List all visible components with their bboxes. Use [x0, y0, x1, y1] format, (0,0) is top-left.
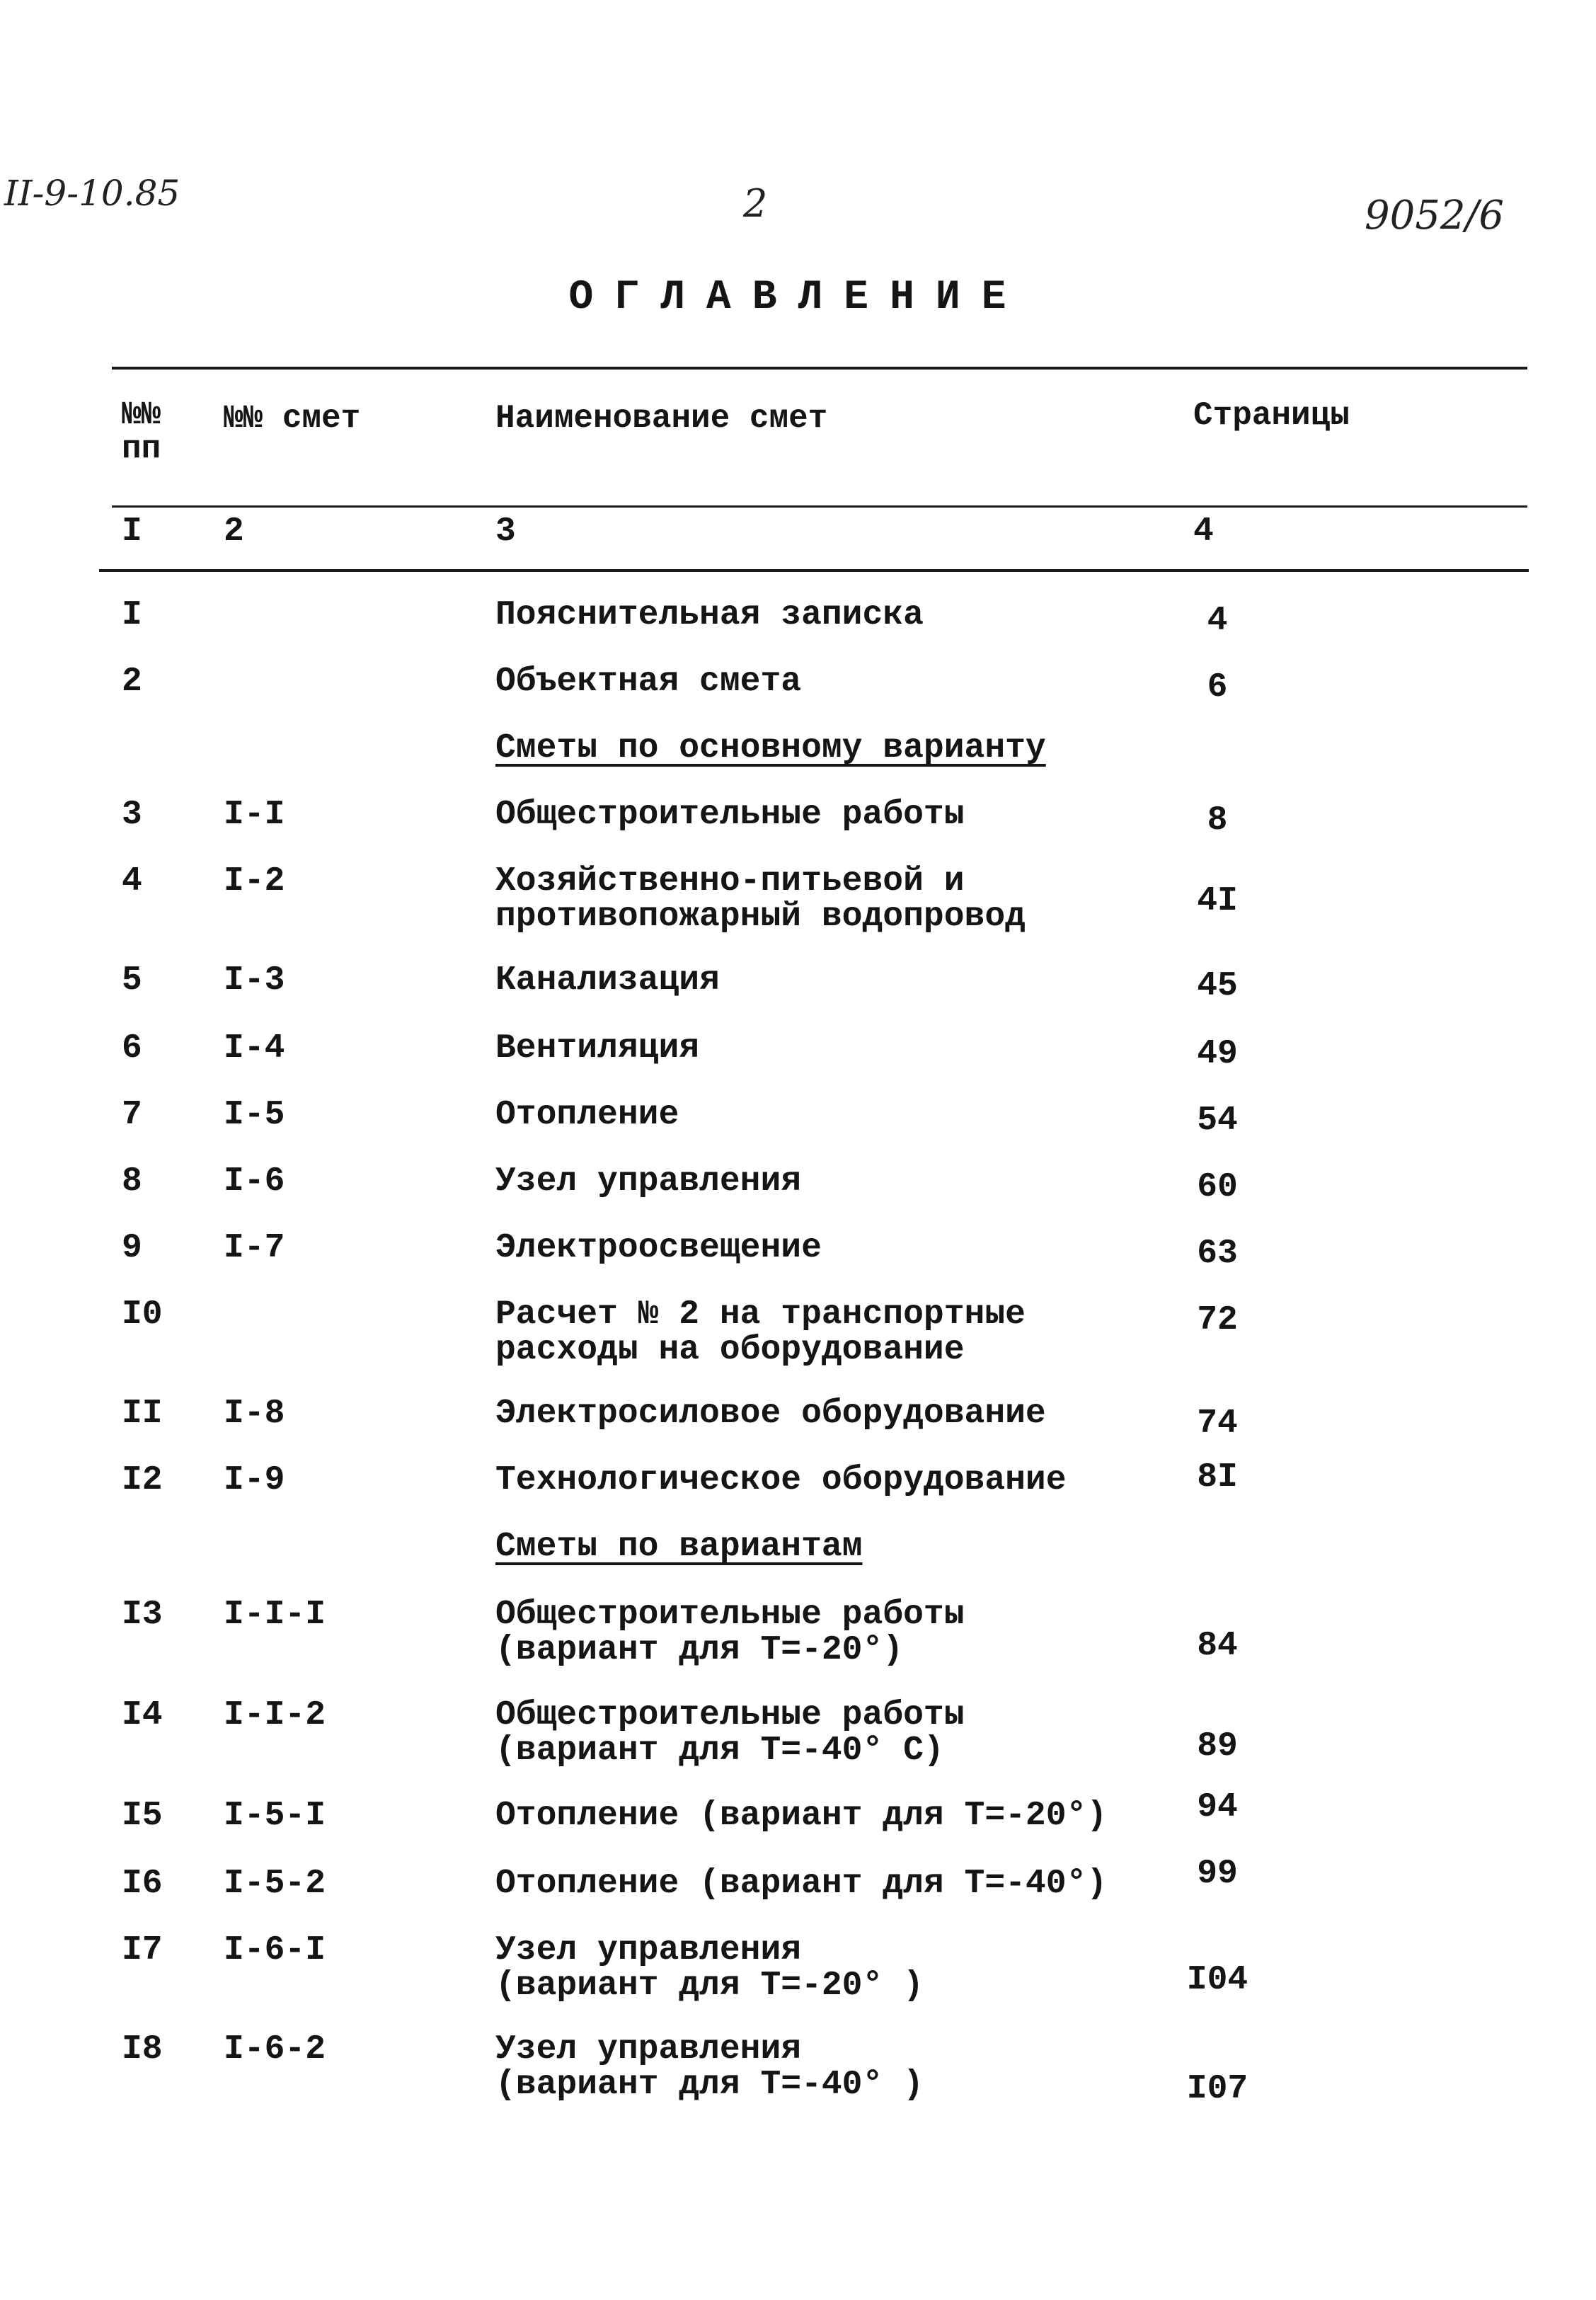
estimate-name: Расчет № 2 на транспортные расходы на оборудование	[495, 1295, 1026, 1369]
section-heading: Сметы по вариантам	[495, 1528, 863, 1566]
estimate-code: I-2	[224, 862, 285, 900]
estimate-name: Узел управления (вариант для Т=-40° )	[495, 2030, 924, 2104]
estimate-name: Общестроительные работы (вариант для Т=-20°)	[495, 1596, 965, 1669]
section-heading: Сметы по основному варианту	[495, 729, 1046, 767]
row-number: 3	[122, 796, 142, 834]
doc-code: II-9-10.85	[4, 173, 180, 214]
page-ref: 8	[1207, 801, 1228, 840]
estimate-code: I-I-2	[224, 1696, 326, 1734]
estimate-name: Хозяйственно-питьевой и противопожарный водопровод	[495, 862, 1026, 936]
page-ref: I07	[1186, 2070, 1248, 2108]
estimate-name: Узел управления	[495, 1162, 802, 1201]
page-ref: 6	[1207, 668, 1228, 706]
estimate-code: I-5-I	[224, 1797, 326, 1835]
row-number: I6	[122, 1865, 163, 1903]
row-number: I3	[122, 1596, 163, 1634]
row-number: 2	[122, 663, 142, 701]
page-ref: 99	[1197, 1855, 1238, 1893]
estimate-name: Электросиловое оборудование	[495, 1395, 1046, 1433]
page-ref: 84	[1197, 1627, 1238, 1665]
estimate-code: I-I	[224, 796, 285, 834]
row-number: 4	[122, 862, 142, 900]
estimate-code: I-9	[224, 1461, 285, 1499]
estimate-code: I-8	[224, 1395, 285, 1433]
table-top-rule	[112, 367, 1527, 370]
row-number: I0	[122, 1295, 163, 1334]
page-ref: 4I	[1197, 882, 1238, 920]
estimate-code: I-5-2	[224, 1865, 326, 1903]
estimate-name: Вентиляция	[495, 1029, 700, 1068]
page-ref: 54	[1197, 1102, 1238, 1140]
column-number: 3	[495, 513, 516, 551]
estimate-name: Отопление (вариант для Т=-20°)	[495, 1797, 1108, 1835]
page-ref: 94	[1197, 1788, 1238, 1826]
estimate-code: I-6-I	[224, 1931, 326, 1969]
page-ref: 89	[1197, 1727, 1238, 1766]
sheet-code: 9052/6	[1365, 193, 1505, 239]
row-number: 9	[122, 1229, 142, 1267]
page-ref: I04	[1186, 1961, 1248, 1999]
estimate-name: Технологическое оборудование	[495, 1461, 1067, 1499]
row-number: I4	[122, 1696, 163, 1734]
column-header-row-number: №№ пп	[122, 396, 161, 467]
page-ref: 74	[1197, 1404, 1238, 1443]
estimate-code: I-I-I	[224, 1596, 326, 1634]
column-header-estimate-number: №№ смет	[224, 400, 361, 437]
page-ref: 49	[1197, 1035, 1238, 1073]
estimate-name: Пояснительная записка	[495, 596, 924, 634]
estimate-name: Электроосвещение	[495, 1229, 822, 1267]
column-header-estimate-name: Наименование смет	[495, 400, 828, 437]
column-header-pages: Страницы	[1193, 397, 1350, 434]
estimate-name: Объектная смета	[495, 663, 802, 701]
page-ref: 8I	[1197, 1458, 1238, 1497]
page-number: 2	[743, 181, 768, 226]
estimate-code: I-6	[224, 1162, 285, 1201]
table-mid-rule	[112, 505, 1527, 508]
row-number: I5	[122, 1797, 163, 1835]
row-number: 8	[122, 1162, 142, 1201]
page-ref: 4	[1207, 602, 1228, 640]
estimate-name: Общестроительные работы (вариант для Т=-40° С)	[495, 1696, 965, 1770]
row-number: 6	[122, 1029, 142, 1068]
estimate-name: Канализация	[495, 961, 720, 1000]
estimate-name: Общестроительные работы	[495, 796, 965, 834]
row-number: I2	[122, 1461, 163, 1499]
row-number: I8	[122, 2030, 163, 2069]
estimate-name: Узел управления (вариант для Т=-20° )	[495, 1931, 924, 2005]
row-number: 5	[122, 961, 142, 1000]
estimate-code: I-7	[224, 1229, 285, 1267]
estimate-code: I-3	[224, 961, 285, 1000]
estimate-name: Отопление	[495, 1096, 679, 1134]
page-title: ОГЛАВЛЕНИЕ	[568, 275, 1028, 321]
row-number: I7	[122, 1931, 163, 1969]
estimate-code: I-4	[224, 1029, 285, 1068]
estimate-name: Отопление (вариант для Т=-40°)	[495, 1865, 1108, 1903]
row-number: I	[122, 596, 142, 634]
row-number: 7	[122, 1096, 142, 1134]
table-bottom-rule	[99, 569, 1529, 572]
page-ref: 72	[1197, 1301, 1238, 1339]
row-number: II	[122, 1395, 163, 1433]
page-ref: 60	[1197, 1168, 1238, 1206]
column-number: I	[122, 513, 142, 551]
page-ref: 45	[1197, 967, 1238, 1005]
column-number: 2	[224, 513, 244, 551]
column-number: 4	[1193, 513, 1214, 551]
estimate-code: I-5	[224, 1096, 285, 1134]
estimate-code: I-6-2	[224, 2030, 326, 2069]
page-ref: 63	[1197, 1235, 1238, 1273]
